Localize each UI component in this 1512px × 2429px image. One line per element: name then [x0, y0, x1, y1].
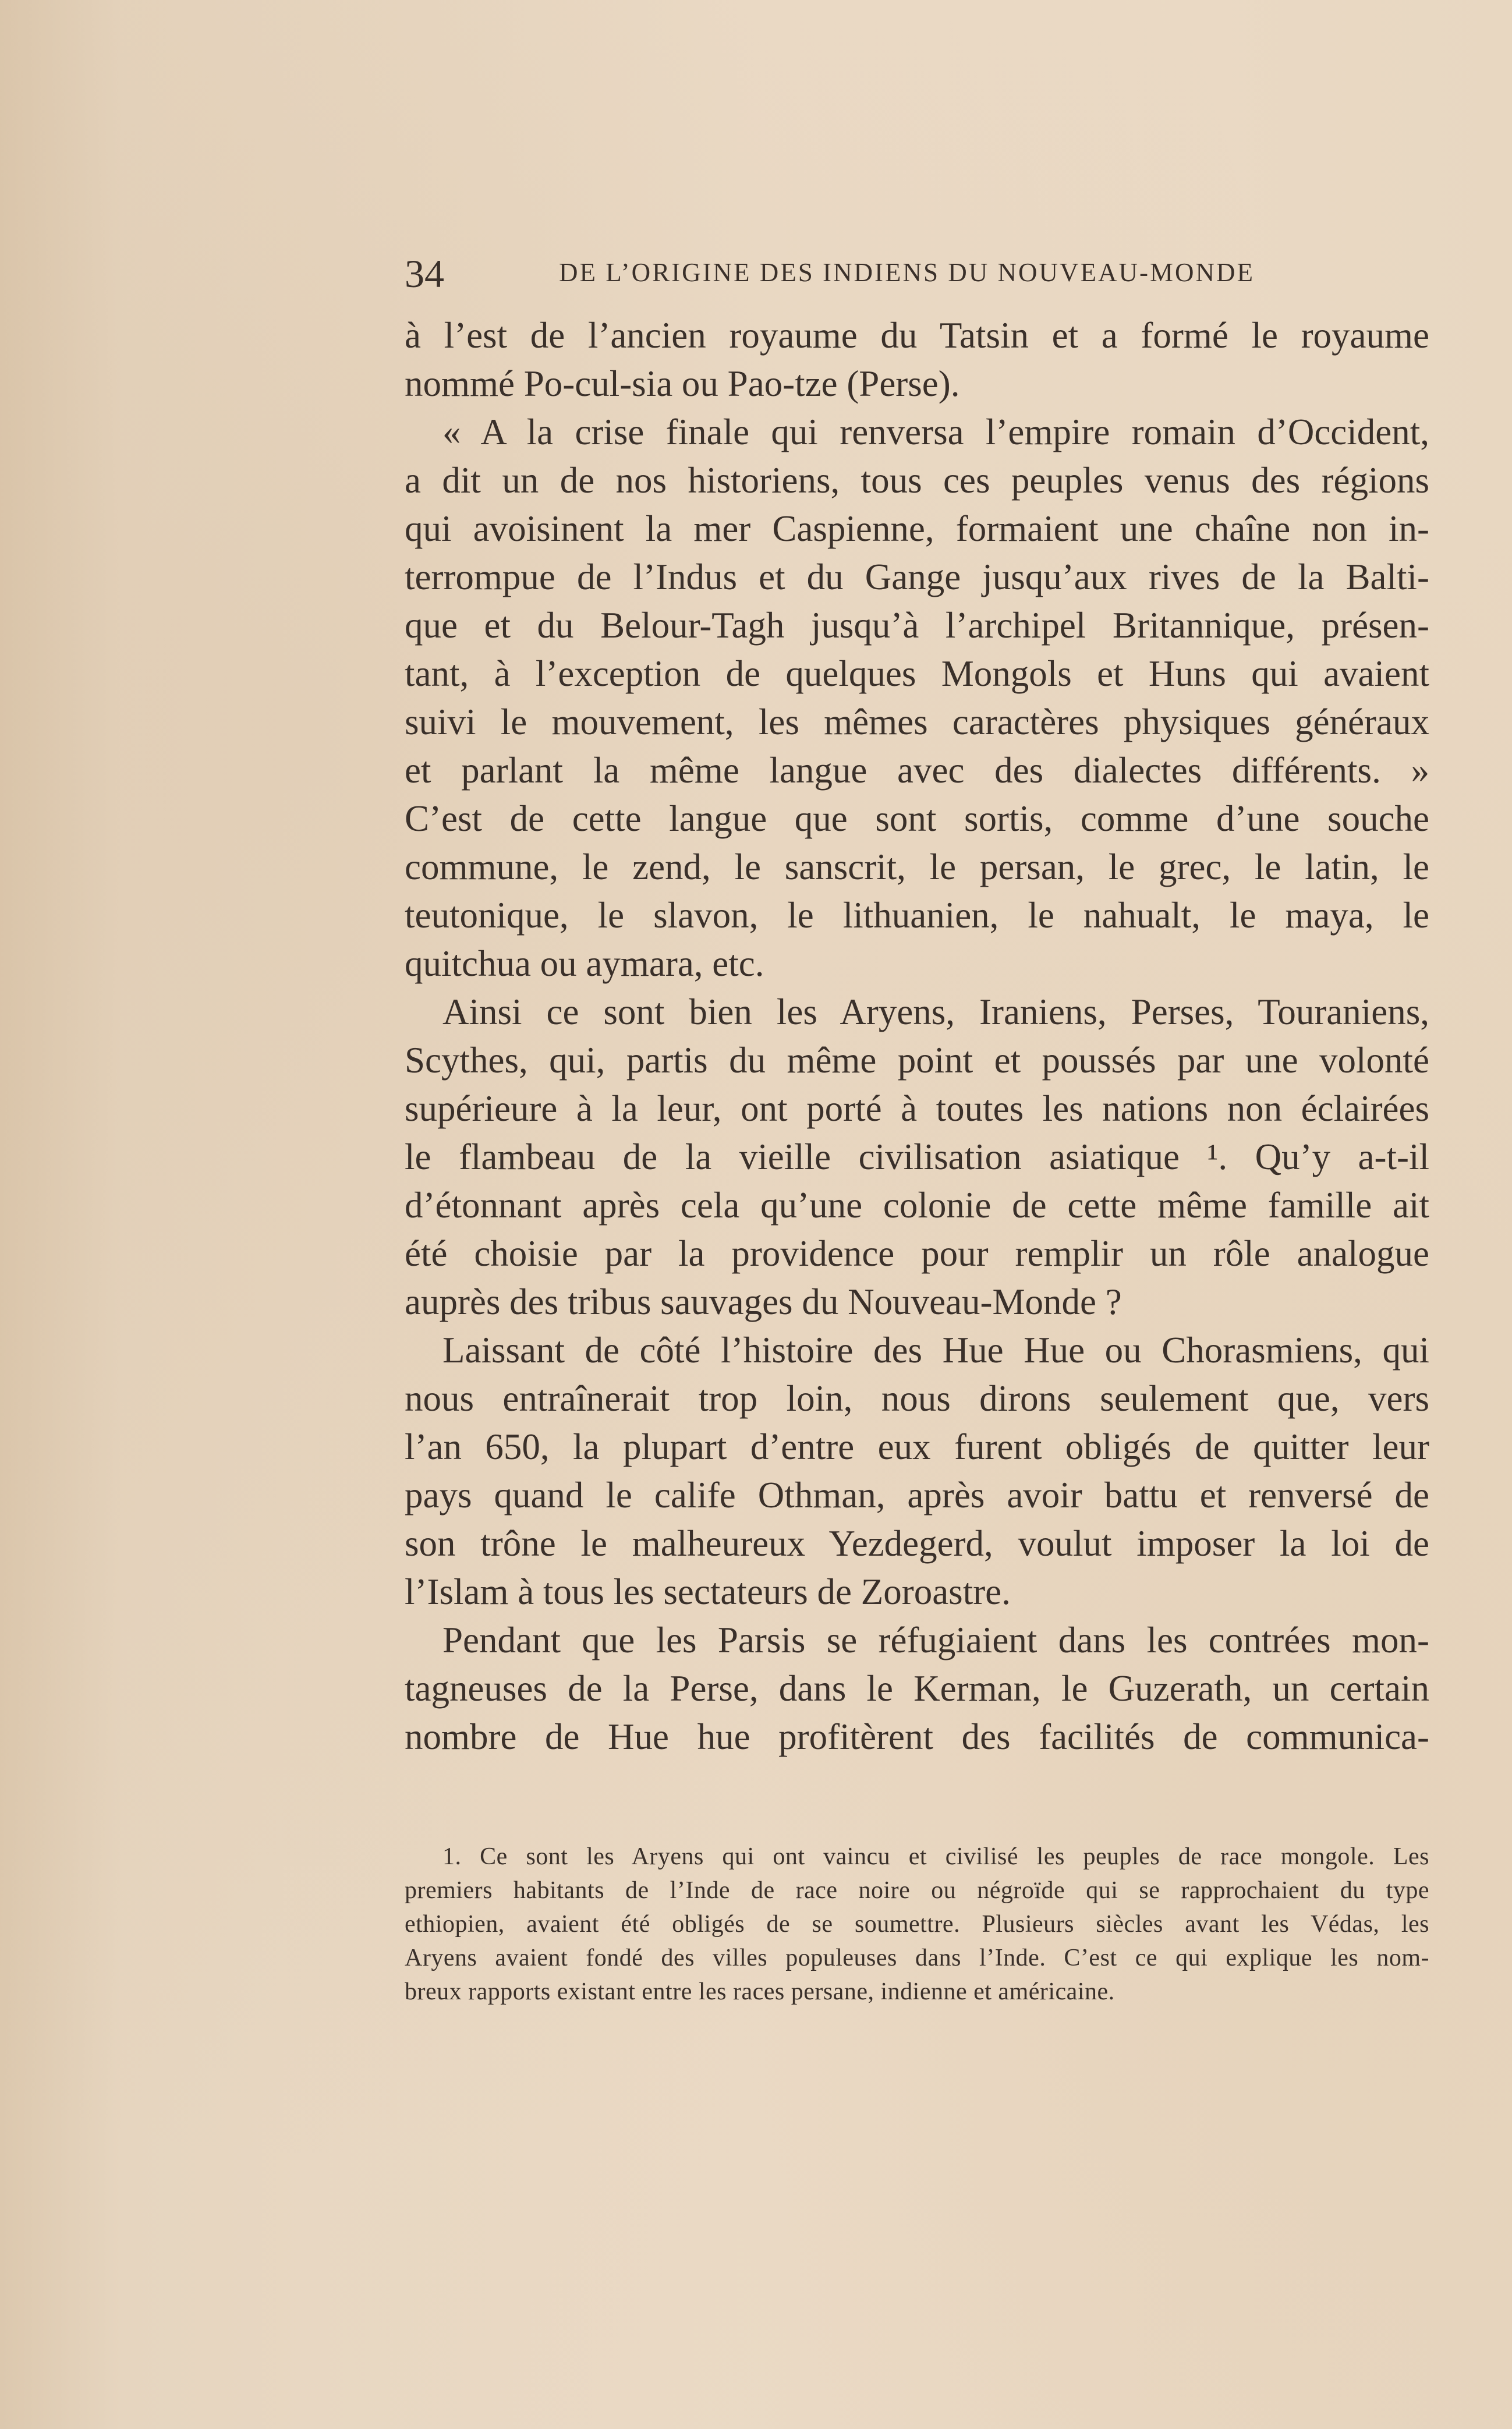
body-text	[405, 311, 1429, 1761]
text-line: qui avoisinent la mer Caspienne, formaient une chaîne non in-	[405, 508, 1429, 549]
text-line: terrompue de l’Indus et du Gange jusqu’aux rives de la Balti-	[405, 557, 1429, 597]
footnote-line: Aryens avaient fondé des villes populeuses dans l’Inde. C’est ce qui explique les nom-	[405, 1945, 1429, 1971]
text-line: Pendant que les Parsis se réfugiaient dans les contrées mon-	[442, 1620, 1429, 1660]
page-header	[405, 250, 1290, 297]
text-line: « A la crise finale qui renversa l’empire romain d’Occident,	[442, 412, 1429, 452]
page-number: 34	[405, 252, 444, 296]
text-line: à l’est de l’ancien royaume du Tatsin et a formé le royaume	[405, 315, 1429, 356]
text-line: l’an 650, la plupart d’entre eux furent obligés de quitter leur	[405, 1426, 1429, 1467]
text-line: teutonique, le slavon, le lithuanien, le nahualt, le maya, le	[405, 895, 1429, 936]
text-line: auprès des tribus sauvages du Nouveau-Monde ?	[405, 1281, 1122, 1322]
text-line: et parlant la même langue avec des dialectes différents. »	[405, 750, 1429, 791]
text-line: nommé Po-cul-sia ou Pao-tze (Perse).	[405, 363, 960, 404]
text-line: l’Islam à tous les sectateurs de Zoroastre.	[405, 1571, 1011, 1612]
footnotes	[405, 1840, 1429, 2009]
text-line: suivi le mouvement, les mêmes caractères physiques généraux	[405, 702, 1429, 742]
text-line: quitchua ou aymara, etc.	[405, 943, 764, 984]
text-line: le flambeau de la vieille civilisation asiatique ¹. Qu’y a-t-il	[405, 1136, 1429, 1177]
text-line: commune, le zend, le sanscrit, le persan, le grec, le latin, le	[405, 847, 1429, 887]
text-line: nombre de Hue hue profitèrent des facilités de communica-	[405, 1716, 1429, 1757]
text-line: que et du Belour-Tagh jusqu’à l’archipel Britannique, présen-	[405, 605, 1429, 646]
text-line: Ainsi ce sont bien les Aryens, Iraniens, Perses, Touraniens,	[442, 992, 1429, 1032]
text-line: Scythes, qui, partis du même point et poussés par une volonté	[405, 1040, 1429, 1081]
text-line: supérieure à la leur, ont porté à toutes les nations non éclairées	[405, 1088, 1429, 1129]
text-line: son trône le malheureux Yezdegerd, voulut imposer la loi de	[405, 1523, 1429, 1564]
footnote-line: ethiopien, avaient été obligés de se soumettre. Plusieurs siècles avant les Védas, les	[405, 1911, 1429, 1938]
running-title: DE L’ORIGINE DES INDIENS DU NOUVEAU-MONDE	[559, 258, 1255, 287]
text-line: pays quand le calife Othman, après avoir battu et renversé de	[405, 1475, 1429, 1516]
text-line: été choisie par la providence pour remplir un rôle analogue	[405, 1233, 1429, 1274]
footnote-line: 1. Ce sont les Aryens qui ont vaincu et civilisé les peuples de race mongole. Les	[442, 1843, 1429, 1870]
text-line: nous entraînerait trop loin, nous dirons seulement que, vers	[405, 1378, 1429, 1419]
footnote-line: breux rapports existant entre les races persane, indienne et américaine.	[405, 1978, 1115, 2005]
text-line: tant, à l’exception de quelques Mongols et Huns qui avaient	[405, 653, 1429, 694]
text-line: d’étonnant après cela qu’une colonie de cette même famille ait	[405, 1185, 1429, 1226]
text-line: C’est de cette langue que sont sortis, comme d’une souche	[405, 798, 1429, 839]
text-line: a dit un de nos historiens, tous ces peuples venus des régions	[405, 460, 1429, 501]
text-line: Laissant de côté l’histoire des Hue Hue ou Chorasmiens, qui	[442, 1330, 1429, 1371]
footnote-line: premiers habitants de l’Inde de race noire ou négroïde qui se rapprochaient du type	[405, 1877, 1429, 1904]
text-line: tagneuses de la Perse, dans le Kerman, le Guzerath, un certain	[405, 1668, 1429, 1709]
